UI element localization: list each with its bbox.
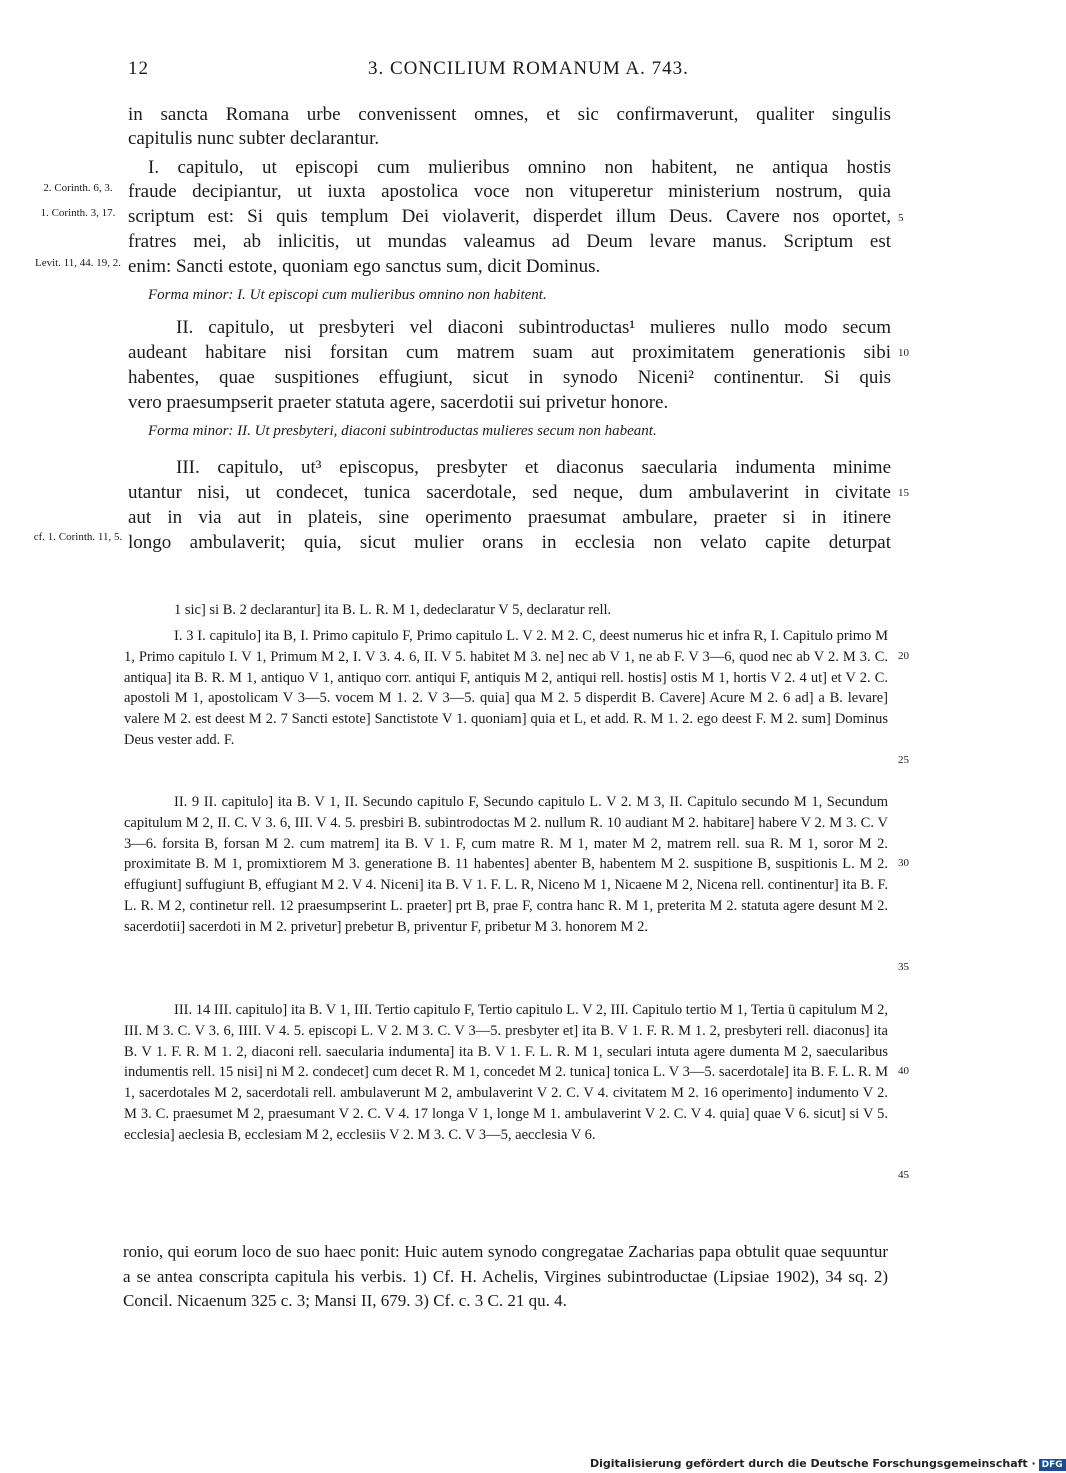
apparatus-paragraph: II. 9 II. capitulo] ita B. V 1, II. Secundo capitulo F, Secundo capitulo L. V 2. M 3, II. Capitulo secundo M 1, Secundum capitulum M 2, II. C. V 3. 6, III. V 4. 5. presbiri B. subintrodoctas M 2. nullum R. 10 audiant M 2. habitare] habere V 2. M 3. C. V 3—6. forsita B, forsan M 2. cum matrem] ita B. V 1. F, cum matre R. M 1, mater M 2, matrem rell. sua R. M 1, soror M 2. proximitate B. M 1, promixtiorem M 3. generatione B. 11 habentes] abenter B, habentem M 2. suspitione B, suspitionis L. M 2. effugiunt] suffugiunt B, effugiant M 2. V 4. Niceni] ita B. V 1. F. L. R, Niceno M 1, Nicaene M 2, Nicena rell. continentur] ita B. F. L. R. M 2, continetur rell. 12 praesumpserint L. praeter] prt B, prae F, contra hanc R. M 1, preterita M 2. statuta agere desunt M 2. sacerdotii] sacerdoti in M 2. privetur] prebetur B, priventur F, pribetur M 3. honorem M 2. xyxy=(124,794,888,935)
main-text-line: I. capitulo, ut episcopi cum mulieribus omnino non habitent, ne antiqua hostis xyxy=(148,157,891,178)
line-number: 35 xyxy=(898,961,909,973)
main-text-line: audeant habitare nisi forsitan cum matrem suam aut proximitatem generationis sibi xyxy=(128,342,891,363)
main-text-line: enim: Sancti estote, quoniam ego sanctus sum, dicit Dominus. xyxy=(128,256,601,277)
main-text-line: utantur nisi, ut condecet, tunica sacerdotale, sed neque, dum ambulaverint in civitate xyxy=(128,482,891,503)
running-title: 3. CONCILIUM ROMANUM A. 743. xyxy=(368,58,689,79)
main-text-line: fraude decipiantur, ut iuxta apostolica voce non vituperetur ministerium nostrum, quia xyxy=(128,181,891,202)
main-text-line: habentes, quae suspitiones effugiunt, sicut in synodo Niceni² continentur. Si quis xyxy=(128,367,891,388)
forma-minor: Forma minor: I. Ut episcopi cum mulieribus omnino non habitent. xyxy=(148,287,547,303)
digitization-credit xyxy=(590,1457,1066,1471)
margin-reference: cf. 1. Corinth. 11, 5. xyxy=(33,531,123,543)
forma-minor: Forma minor: II. Ut presbyteri, diaconi subintroductas mulieres secum non habeant. xyxy=(148,423,657,439)
line-number: 45 xyxy=(898,1169,909,1181)
main-text-line: in sancta Romana urbe convenissent omnes, et sic confirmaverunt, qualiter singulis xyxy=(128,104,891,125)
dfg-logo: DFG xyxy=(1039,1459,1066,1471)
main-text-line: longo ambulaverit; quia, sicut mulier orans in ecclesia non velato capite deturpat xyxy=(128,532,891,553)
main-text-line: capitulis nunc subter declarantur. xyxy=(128,128,380,149)
main-text-line: scriptum est: Si quis templum Dei violaverit, disperdet illum Deus. Cavere nos oportet, xyxy=(128,206,891,227)
credit-text: Digitalisierung gefördert durch die Deutsche Forschungsgemeinschaft · xyxy=(590,1457,1036,1470)
apparatus-paragraph: I. 3 I. capitulo] ita B, I. Primo capitulo F, Primo capitulo L. V 2. M 2. C, deest numerus hic et infra R, I. Capitulo primo M 1, Primo capitulo I. V 1, Primum M 2, I. V 3. 4. 6, II. V 5. habitet M 3. ne] nec ab V 1, ne ab F. V 3—6, quod nec ab V 2. M 3. C. antiqua] ita B. R. M 1, antiquo V 1, antiquo corr. antiqui F, antiquis M 2, antiqui rell. hostis] ostis M 1, hortis V 2. 4 ut] et V 2. C. apostoli M 1, apostolicam V 3—5. vocem M 1. 2. V 3—5. quia] qua M 2. 5 disperdit B. Cavere] Acure M 2. 6 ad] a B. levare] valere M 2. est deest M 2. 7 Sancti estote] Sanctistote V 1. quoniam] quia et L, et add. R. M 1. 2. ego deest F. M 2. sum] Dominus Deus vester add. F. xyxy=(124,628,888,748)
margin-reference: 1. Corinth. 3, 17. xyxy=(40,207,116,219)
line-number: 10 xyxy=(898,347,909,359)
line-number: 15 xyxy=(898,487,909,499)
main-text-line: fratres mei, ab inlicitis, ut mundas valeamus ad Deum levare manus. Scriptum est xyxy=(128,231,891,252)
line-number: 20 xyxy=(898,650,909,662)
line-number: 40 xyxy=(898,1065,909,1077)
main-text-line: III. capitulo, ut³ episcopus, presbyter et diaconus saecularia indumenta minime xyxy=(176,457,891,478)
line-number: 5 xyxy=(898,212,904,224)
margin-reference: 2. Corinth. 6, 3. xyxy=(43,182,113,194)
main-text-line: vero praesumpserit praeter statuta agere, sacerdotii sui privetur honore. xyxy=(128,392,669,413)
main-text-line: aut in via aut in plateis, sine operimento praesumat ambulare, praeter si in itinere xyxy=(128,507,891,528)
page-number: 12 xyxy=(128,58,149,79)
line-number: 30 xyxy=(898,857,909,869)
footnotes: ronio, qui eorum loco de suo haec ponit: Huic autem synodo congregatae Zacharias papa obtulit quae sequuntur a se antea conscripta capitula his verbis. 1) Cf. H. Achelis, Virgines subintroductae (Lipsiae 1902), 34 sq. 2) Concil. Nicaenum 325 c. 3; Mansi II, 679. 3) Cf. c. 3 C. 21 qu. 4. xyxy=(123,1242,888,1310)
line-number: 25 xyxy=(898,754,909,766)
apparatus-paragraph: III. 14 III. capitulo] ita B. V 1, III. Tertio capitulo F, Tertio capitulo L. V 2, III. Capitulo tertio M 1, Tertia ū capitulum M 2, III. M 3. C. V 3. 6, IIII. V 4. 5. episcopi L. V 2. M 3. C. V 3—5. presbyter et] ita B. V 1. F. R. M 1. 2, presbyteri rell. diaconus] ita B. V 1. F. R. M 1. 2, diaconi rell. saecularia indumenta] ita B. V 1. F. L. R. M 1, seculari intuta agere dumenta M 2, saecularibus indumentis rell. 15 nisi] ni M 2. condecet] cum decet R. M 1, concedet M 2. tunica] tonica L. V 3—5. sacerdotale] ita B. F. L. R. M 1, sacerdotales M 2, sacerdotali rell. ambulaverunt M 2, ambulaverint V 2. C. V 4. civitatem M 2. 16 operimento] indumento V 2. M 3. C. praesumet M 2, praesumant V 2. C. V 4. 17 longa V 1, longe M 1. ambulaverint V 2. C. V 4. quia] quae V 6. sicut] si V 5. ecclesia] aeclesia B, ecclesiam M 2, ecclesiis V 2. M 3. C. V 3—5, aecclesia V 6. xyxy=(124,1002,888,1143)
apparatus-line: 1 sic] si B. 2 declarantur] ita B. L. R. M 1, dedeclaratur V 5, declaratur rell. xyxy=(174,602,612,618)
margin-reference: Levit. 11, 44. 19, 2. xyxy=(34,257,122,269)
main-text-line: II. capitulo, ut presbyteri vel diaconi subintroductas¹ mulieres nullo modo secum xyxy=(176,317,891,338)
